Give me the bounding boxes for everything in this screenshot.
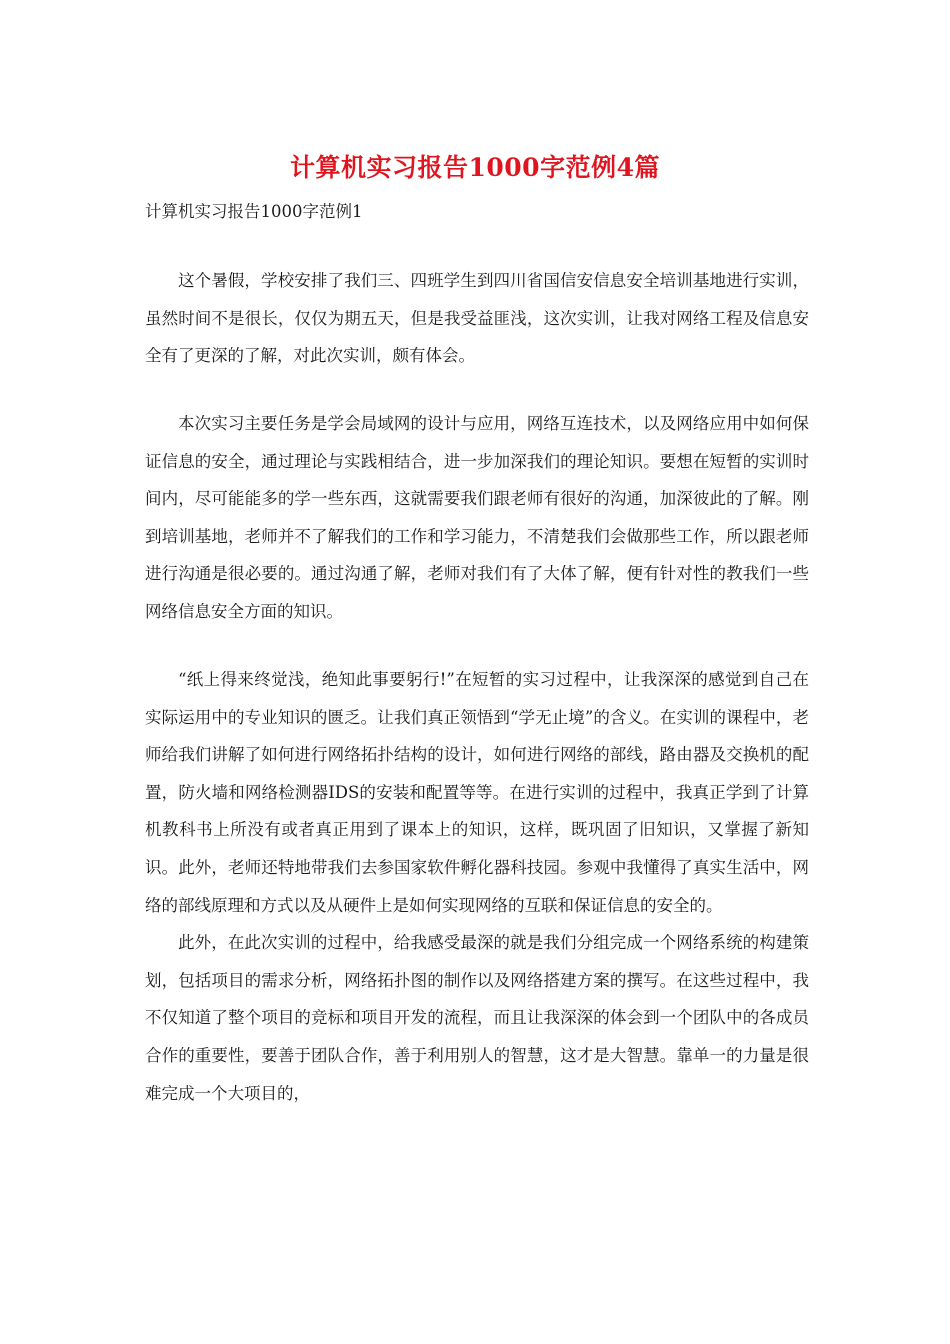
document-title: 计算机实习报告1000字范例4篇: [290, 153, 660, 182]
paragraph: 本次实习主要任务是学会局域网的设计与应用，网络互连技术，以及网络应用中如何保证信息的安全，通过理论与实践相结合，进一步加深我们的理论知识。要想在短暂的实训时间内，尽可能能多的学一些东西，这就需要我们跟老师有很好的沟通，加深彼此的了解。刚到培训基地，老师并不了解我们的工作和学习能力，不清楚我们会做那些工作，所以跟老师进行沟通是很必要的。通过沟通了解，老师对我们有了大体了解，便有针对性的教我们一些网络信息安全方面的知识。: [145, 414, 809, 621]
document-subtitle: 计算机实习报告1000字范例1: [145, 202, 363, 221]
body-block-2: [145, 405, 809, 631]
paragraph: 此外，在此次实训的过程中，给我感受最深的就是我们分组完成一个网络系统的构建策划，包括项目的需求分析，网络拓扑图的制作以及网络搭建方案的撰写。在这些过程中，我不仅知道了整个项目的竞标和项目开发的流程，而且让我深深的体会到一个团队中的各成员合作的重要性，要善于团队合作，善于利用别人的智慧，这才是大智慧。靠单一的力量是很难完成一个大项目的，: [145, 933, 809, 1103]
paragraph: 这个暑假，学校安排了我们三、四班学生到四川省国信安信息安全培训基地进行实训，虽然时间不是很长，仅仅为期五天，但是我受益匪浅，这次实训，让我对网络工程及信息安全有了更深的了解，对此次实训，颇有体会。: [145, 271, 809, 366]
body-block-1: [145, 262, 809, 375]
paragraph: “纸上得来终觉浅，绝知此事要躬行!”在短暂的实习过程中，让我深深的感觉到自己在实际运用中的专业知识的匮乏。让我们真正领悟到“学无止境”的含义。在实训的课程中，老师给我们讲解了如何进行网络拓扑结构的设计，如何进行网络的部线，路由器及交换机的配置，防火墙和网络检测器IDS的安装和配置等等。在进行实训的过程中，我真正学到了计算机教科书上所没有或者真正用到了课本上的知识，这样，既巩固了旧知识，又掌握了新知识。此外，老师还特地带我们去参国家软件孵化器科技园。参观中我懂得了真实生活中，网络的部线原理和方式以及从硬件上是如何实现网络的互联和保证信息的安全的。: [145, 670, 809, 915]
body-block-3: [145, 661, 809, 1112]
